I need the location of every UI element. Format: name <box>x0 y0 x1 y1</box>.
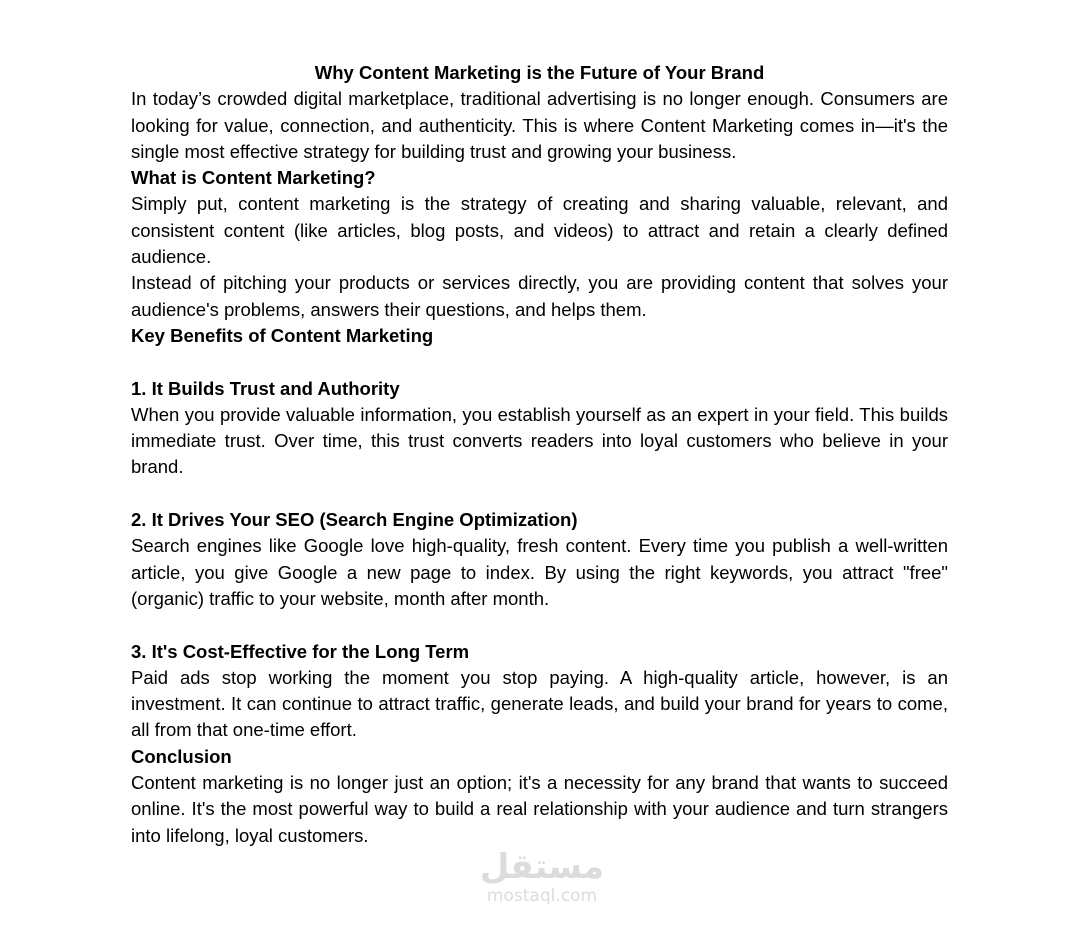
section-heading-conclusion: Conclusion <box>131 745 232 767</box>
article-title: Why Content Marketing is the Future of Your Brand <box>314 62 765 83</box>
watermark-domain: mostaql.com <box>486 886 598 906</box>
section-heading-benefits: Key Benefits of Content Marketing <box>131 324 434 346</box>
spacer <box>131 612 948 638</box>
benefit-heading-2: 2. It Drives Your SEO (Search Engine Optimization) <box>131 509 578 531</box>
what-paragraph-2: Instead of pitching your products or services directly, you are providing content that solves your audience's problems, answers their questions, and helps them. <box>131 272 948 320</box>
benefit-body-1: When you provide valuable information, you establish yourself as an expert in your field. This builds immediate trust. Over time, this trust converts readers into loyal customers who believe in your brand. <box>131 403 948 478</box>
mostaql-watermark <box>472 848 612 914</box>
benefit-body-3: Paid ads stop working the moment you stop paying. A high-quality article, however, is an investment. It can continue to attract traffic, generate leads, and build your brand for years to come, all from that one-time effort. <box>131 666 948 741</box>
conclusion-paragraph: Content marketing is no longer just an option; it's a necessity for any brand that wants to succeed online. It's the most powerful way to build a real relationship with your audience and turn strangers into lifelong, loyal customers. <box>131 772 948 846</box>
article <box>131 60 948 849</box>
spacer <box>131 481 948 507</box>
spacer <box>131 349 948 375</box>
what-paragraph-1: Simply put, content marketing is the strategy of creating and sharing valuable, relevant, and consistent content (like articles, blog posts, and videos) to attract and retain a clearly defined audience. <box>131 193 948 268</box>
benefit-heading-3: 3. It's Cost-Effective for the Long Term <box>131 640 470 662</box>
section-heading-what: What is Content Marketing? <box>131 167 376 189</box>
benefit-body-2: Search engines like Google love high-quality, fresh content. Every time you publish a well-written article, you give Google a new page to index. By using the right keywords, you attract "free" (organic) traffic to your website, month after month. <box>131 535 948 609</box>
benefit-heading-1: 1. It Builds Trust and Authority <box>131 377 400 399</box>
intro-paragraph: In today’s crowded digital marketplace, traditional advertising is no longer enough. Consumers are looking for value, connection, and authenticity. This is where Content Marketing comes in—it's the single most effective strategy for building trust and growing your business. <box>131 88 948 162</box>
watermark-logo: مستقل <box>479 847 605 887</box>
